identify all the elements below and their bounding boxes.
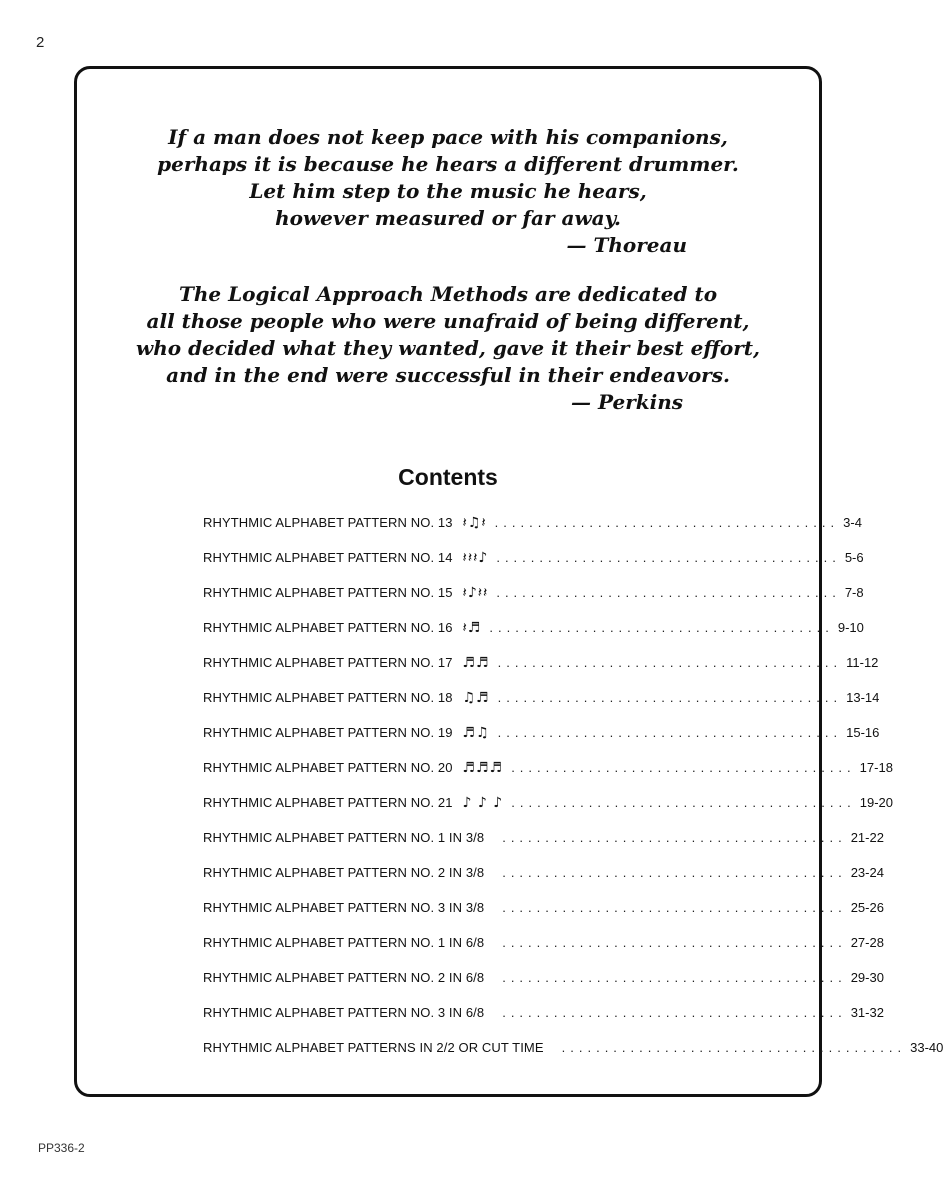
quote-attribution: — Thoreau [566,233,687,257]
dedication-quote [77,281,819,416]
rhythm-notation-icon: ♫♬ [462,689,490,706]
toc-entry-pages: 23-24 [850,865,884,880]
dot-leader: ........................................ [496,585,841,600]
dot-leader: ........................................ [502,935,847,950]
toc-entry-pages: 3-4 [843,515,862,530]
quote-line: and in the end were successful in their endeavors. [166,363,730,387]
dot-leader: ........................................ [502,900,847,915]
dot-leader: ........................................ [489,620,834,635]
toc-entry [203,540,864,575]
toc-entry-title: RHYTHMIC ALPHABET PATTERN NO. 14 [203,550,453,565]
toc-entry-title: RHYTHMIC ALPHABET PATTERN NO. 18 [203,690,453,705]
toc-entry [203,785,893,820]
toc-entry [203,820,884,855]
page-number: 2 [36,34,45,51]
rhythm-notation-icon: 𝄽♬ [462,619,482,636]
toc-entry-pages: 33-40 [910,1040,943,1055]
toc-entry-pages: 31-32 [850,1005,884,1020]
quote-line: however measured or far away. [275,206,621,230]
quote-line: who decided what they wanted, gave it their best effort, [136,336,760,360]
dot-leader: ........................................ [497,725,843,740]
rhythm-notation-icon: 𝄽♪𝄽𝄽 [462,584,489,601]
rhythm-notation-icon: ♬♬♬ [462,759,504,776]
toc-entry-title: RHYTHMIC ALPHABET PATTERNS IN 2/2 OR CUT TIME [203,1040,544,1055]
quote-line: all those people who were unafraid of being different, [146,309,750,333]
toc-entry-pages: 15-16 [846,725,880,740]
footer-code: PP336-2 [38,1141,85,1155]
dot-leader: ........................................ [511,795,856,810]
toc-entry [203,575,864,610]
toc-entry [203,960,884,995]
toc-entry-pages: 17-18 [859,760,893,775]
toc-entry-pages: 19-20 [859,795,893,810]
toc-entry [203,505,862,540]
toc-entry-title: RHYTHMIC ALPHABET PATTERN NO. 16 [203,620,453,635]
quote-line: Let him step to the music he hears, [249,179,647,203]
toc-entry [203,855,884,890]
toc-entry-pages: 5-6 [844,550,864,565]
thoreau-quote [77,124,819,259]
toc-entry [203,750,893,785]
toc-entry [203,680,880,715]
toc-entry [203,890,884,925]
toc-entry-pages: 25-26 [850,900,884,915]
toc-entry [203,995,884,1030]
contents-title: Contents [398,464,498,490]
toc-entry-title: RHYTHMIC ALPHABET PATTERN NO. 19 [203,725,453,740]
toc-entry-title: RHYTHMIC ALPHABET PATTERN NO. 3 IN 6/8 [203,1005,485,1020]
toc-entry [203,610,864,645]
dot-leader: ........................................ [511,760,856,775]
toc-entry-title: RHYTHMIC ALPHABET PATTERN NO. 21 [203,795,453,810]
dot-leader: ........................................ [502,1005,847,1020]
toc-entry-title: RHYTHMIC ALPHABET PATTERN NO. 17 [203,655,453,670]
content-frame [74,66,943,1097]
quote-attribution: — Perkins [571,390,683,414]
rhythm-notation-icon: 𝄽♫𝄽 [462,514,487,531]
quote-line: The Logical Approach Methods are dedicated to [178,282,718,306]
rhythm-notation-icon: ♪ ♪ ♪ [462,794,504,811]
dot-leader: ........................................ [494,515,840,530]
toc-entry-title: RHYTHMIC ALPHABET PATTERN NO. 2 IN 6/8 [203,970,485,985]
dot-leader: ........................................ [502,830,847,845]
quote-line: perhaps it is because he hears a different drummer. [157,152,739,176]
rhythm-notation-icon: 𝄽𝄽𝄽♪ [462,549,489,566]
toc-entry-title: RHYTHMIC ALPHABET PATTERN NO. 20 [203,760,453,775]
toc-entry [203,1030,943,1065]
toc-entry-pages: 11-12 [846,655,879,670]
toc-entry-pages: 13-14 [846,690,880,705]
toc-entry-pages: 21-22 [850,830,884,845]
dot-leader: ........................................ [502,865,847,880]
dot-leader: ........................................ [497,655,843,670]
toc-entry-pages: 27-28 [850,935,884,950]
table-of-contents [203,505,943,1065]
dot-leader: ........................................ [561,1040,907,1055]
dot-leader: ........................................ [497,690,843,705]
toc-entry-title: RHYTHMIC ALPHABET PATTERN NO. 2 IN 3/8 [203,865,485,880]
dot-leader: ........................................ [496,550,841,565]
toc-entry-title: RHYTHMIC ALPHABET PATTERN NO. 1 IN 3/8 [203,830,485,845]
toc-entry-pages: 29-30 [850,970,884,985]
quote-line: If a man does not keep pace with his companions, [168,125,728,149]
toc-entry-title: RHYTHMIC ALPHABET PATTERN NO. 1 IN 6/8 [203,935,485,950]
toc-entry-pages: 7-8 [844,585,864,600]
toc-entry-pages: 9-10 [837,620,864,635]
toc-entry [203,715,880,750]
toc-entry-title: RHYTHMIC ALPHABET PATTERN NO. 15 [203,585,453,600]
toc-entry-title: RHYTHMIC ALPHABET PATTERN NO. 13 [203,515,453,530]
toc-entry [203,645,879,680]
toc-entry [203,925,884,960]
rhythm-notation-icon: ♬♫ [462,724,490,741]
dot-leader: ........................................ [502,970,847,985]
toc-entry-title: RHYTHMIC ALPHABET PATTERN NO. 3 IN 3/8 [203,900,485,915]
rhythm-notation-icon: ♬♬ [462,654,490,671]
